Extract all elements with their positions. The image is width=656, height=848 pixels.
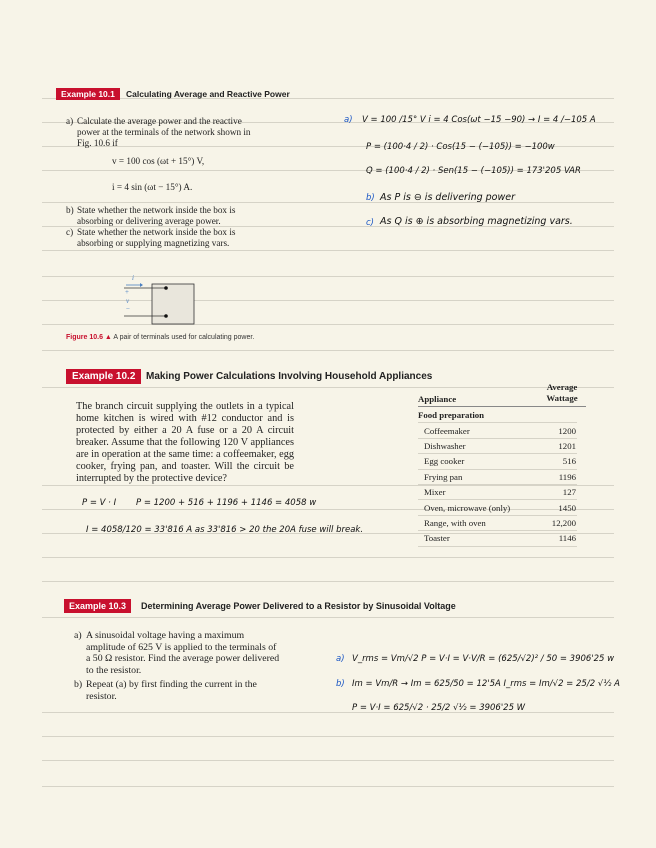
ex1-item-c-text: State whether the network inside the box is absorbing or supplying magnetizing vars. (77, 227, 236, 248)
ex1-hw-p-line: P = (100·4 / 2) · Cos(15 − (−105)) = −100w (366, 142, 555, 152)
appliance-wattage: 1146 (536, 531, 577, 546)
table-row (418, 454, 577, 469)
ex1-item-c-label: c) (66, 227, 74, 237)
current-arrow-head (140, 283, 143, 287)
ex2-hw-line2: I = 4058/120 = 33'816 A as 33'816 > 20 the 20A fuse will break. (86, 525, 364, 535)
appliance-wattage: 1450 (536, 500, 577, 515)
table-row (418, 500, 577, 515)
example-10-3-badge: Example 10.3 (64, 599, 131, 613)
table-header-wattage: Average Wattage (546, 382, 578, 403)
ex1-current-equation: i = 4 sin (ωt − 15°) A. (112, 182, 193, 192)
table-row (418, 515, 577, 530)
appliance-wattage: 127 (536, 484, 577, 499)
table-header-appliance: Appliance (418, 394, 457, 404)
ex1-item-a (66, 116, 254, 149)
table-row (418, 438, 577, 453)
ex1-voltage-equation: v = 100 cos (ωt + 15°) V, (112, 156, 205, 166)
minus-label: − (126, 305, 130, 313)
example-10-1-badge: Example 10.1 (56, 88, 120, 100)
ex2-hw-line1a: P = V · I (82, 498, 117, 508)
appliance-name: Mixer (418, 484, 536, 499)
ex1-hw-c-line: As Q is ⊕ is absorbing magnetizing vars. (380, 216, 573, 227)
appliance-table (418, 408, 577, 547)
ex2-hw-line1b: P = 1200 + 516 + 1196 + 1146 = 4058 w (136, 498, 317, 508)
bottom-terminal (164, 314, 168, 318)
appliance-name: Coffeemaker (418, 423, 536, 438)
ex1-hw-c-label: c) (366, 218, 374, 228)
ex1-item-b (66, 205, 254, 227)
ex1-item-b-label: b) (66, 205, 74, 215)
appliance-wattage: 12,200 (536, 515, 577, 530)
ex3-hw-a-line: V_rms = Vm/√2 P = V·I = V·V/R = (625/√2)² / 50 = 3906'25 w (352, 654, 615, 664)
ex1-item-b-text: State whether the network inside the box is absorbing or delivering average power. (77, 205, 236, 226)
ex3-item-b-text: Repeat (a) by first finding the current in the resistor. (86, 679, 257, 702)
example-10-2-badge: Example 10.2 (66, 369, 141, 384)
top-terminal (164, 286, 168, 290)
appliance-wattage: 1196 (536, 469, 577, 484)
figure-caption-number: Figure 10.6 ▲ (66, 334, 112, 341)
table-category: Food preparation (418, 408, 577, 423)
ex3-hw-b-label: b) (336, 679, 345, 689)
appliance-wattage: 1201 (536, 438, 577, 453)
figure-caption (66, 334, 254, 341)
example-10-2-title: Making Power Calculations Involving Household Appliances (146, 371, 433, 382)
ex1-hw-q-line: Q = (100·4 / 2) · Sen(15 − (−105)) = 173'205 VAR (366, 166, 581, 176)
figure-10-6 (112, 276, 202, 326)
example-10-1-title: Calculating Average and Reactive Power (126, 89, 290, 99)
appliance-name: Dishwasher (418, 438, 536, 453)
appliance-name: Oven, microwave (only) (418, 500, 536, 515)
ex2-problem-text: The branch circuit supplying the outlets in a typical home kitchen is wired with #12 conductor and is protected by either a 20 A fuse or a 20 A circuit breaker. Assume that the following 120 V appliances are in operation at the same time: a coffeemaker, egg cooker, frying pan, and toaster. Will the circuit be interrupted by the protective device? (76, 401, 294, 484)
network-box (152, 284, 194, 324)
ex3-item-a-text: A sinusoidal voltage having a maximum amplitude of 625 V is applied to the terminals of a 50 Ω resistor. Find the average power delivered to the resistor. (86, 630, 280, 676)
table-category-row (418, 408, 577, 423)
ex3-item-a (74, 630, 282, 676)
ex1-hw-b-line: As P is ⊖ is delivering power (380, 192, 516, 203)
ex1-hw-a-label: a) (344, 115, 353, 125)
table-row (418, 531, 577, 546)
ex3-item-b-label: b) (74, 679, 83, 690)
ex3-item-b (74, 679, 282, 702)
appliance-name: Frying pan (418, 469, 536, 484)
example-10-3-title: Determining Average Power Delivered to a Resistor by Sinusoidal Voltage (141, 601, 456, 611)
appliance-name: Range, with oven (418, 515, 536, 530)
figure-caption-text: A pair of terminals used for calculating power. (113, 334, 255, 341)
table-row (418, 484, 577, 499)
plus-label: + (125, 288, 129, 296)
ex1-item-a-label: a) (66, 116, 74, 126)
ex3-hw-a-label: a) (336, 654, 345, 664)
table-header-rule (418, 406, 586, 407)
ex3-item-a-label: a) (74, 630, 82, 641)
ex1-item-a-text: Calculate the average power and the reactive power at the terminals of the network shown in Fig. 10.6 if (77, 116, 251, 148)
current-label: i (132, 274, 134, 282)
ex3-hw-b-line: Im = Vm/R → Im = 625/50 = 12'5A I_rms = Im/√2 = 25/2 √½ A (352, 679, 620, 689)
appliance-name: Egg cooker (418, 454, 536, 469)
ex1-item-c (66, 227, 254, 249)
appliance-wattage: 516 (536, 454, 577, 469)
ex3-hw-c-line: P = V·I = 625/√2 · 25/2 √½ = 3906'25 W (352, 703, 526, 713)
appliance-name: Toaster (418, 531, 536, 546)
ex1-hw-line1: V = 100 /15° V i = 4 Cos(ωt −15 −90) → I = 4 /−105 A (362, 115, 596, 125)
appliance-wattage: 1200 (536, 423, 577, 438)
voltage-label: v (126, 297, 130, 305)
ex1-hw-b-label: b) (366, 193, 375, 203)
table-row (418, 469, 577, 484)
table-row (418, 423, 577, 438)
